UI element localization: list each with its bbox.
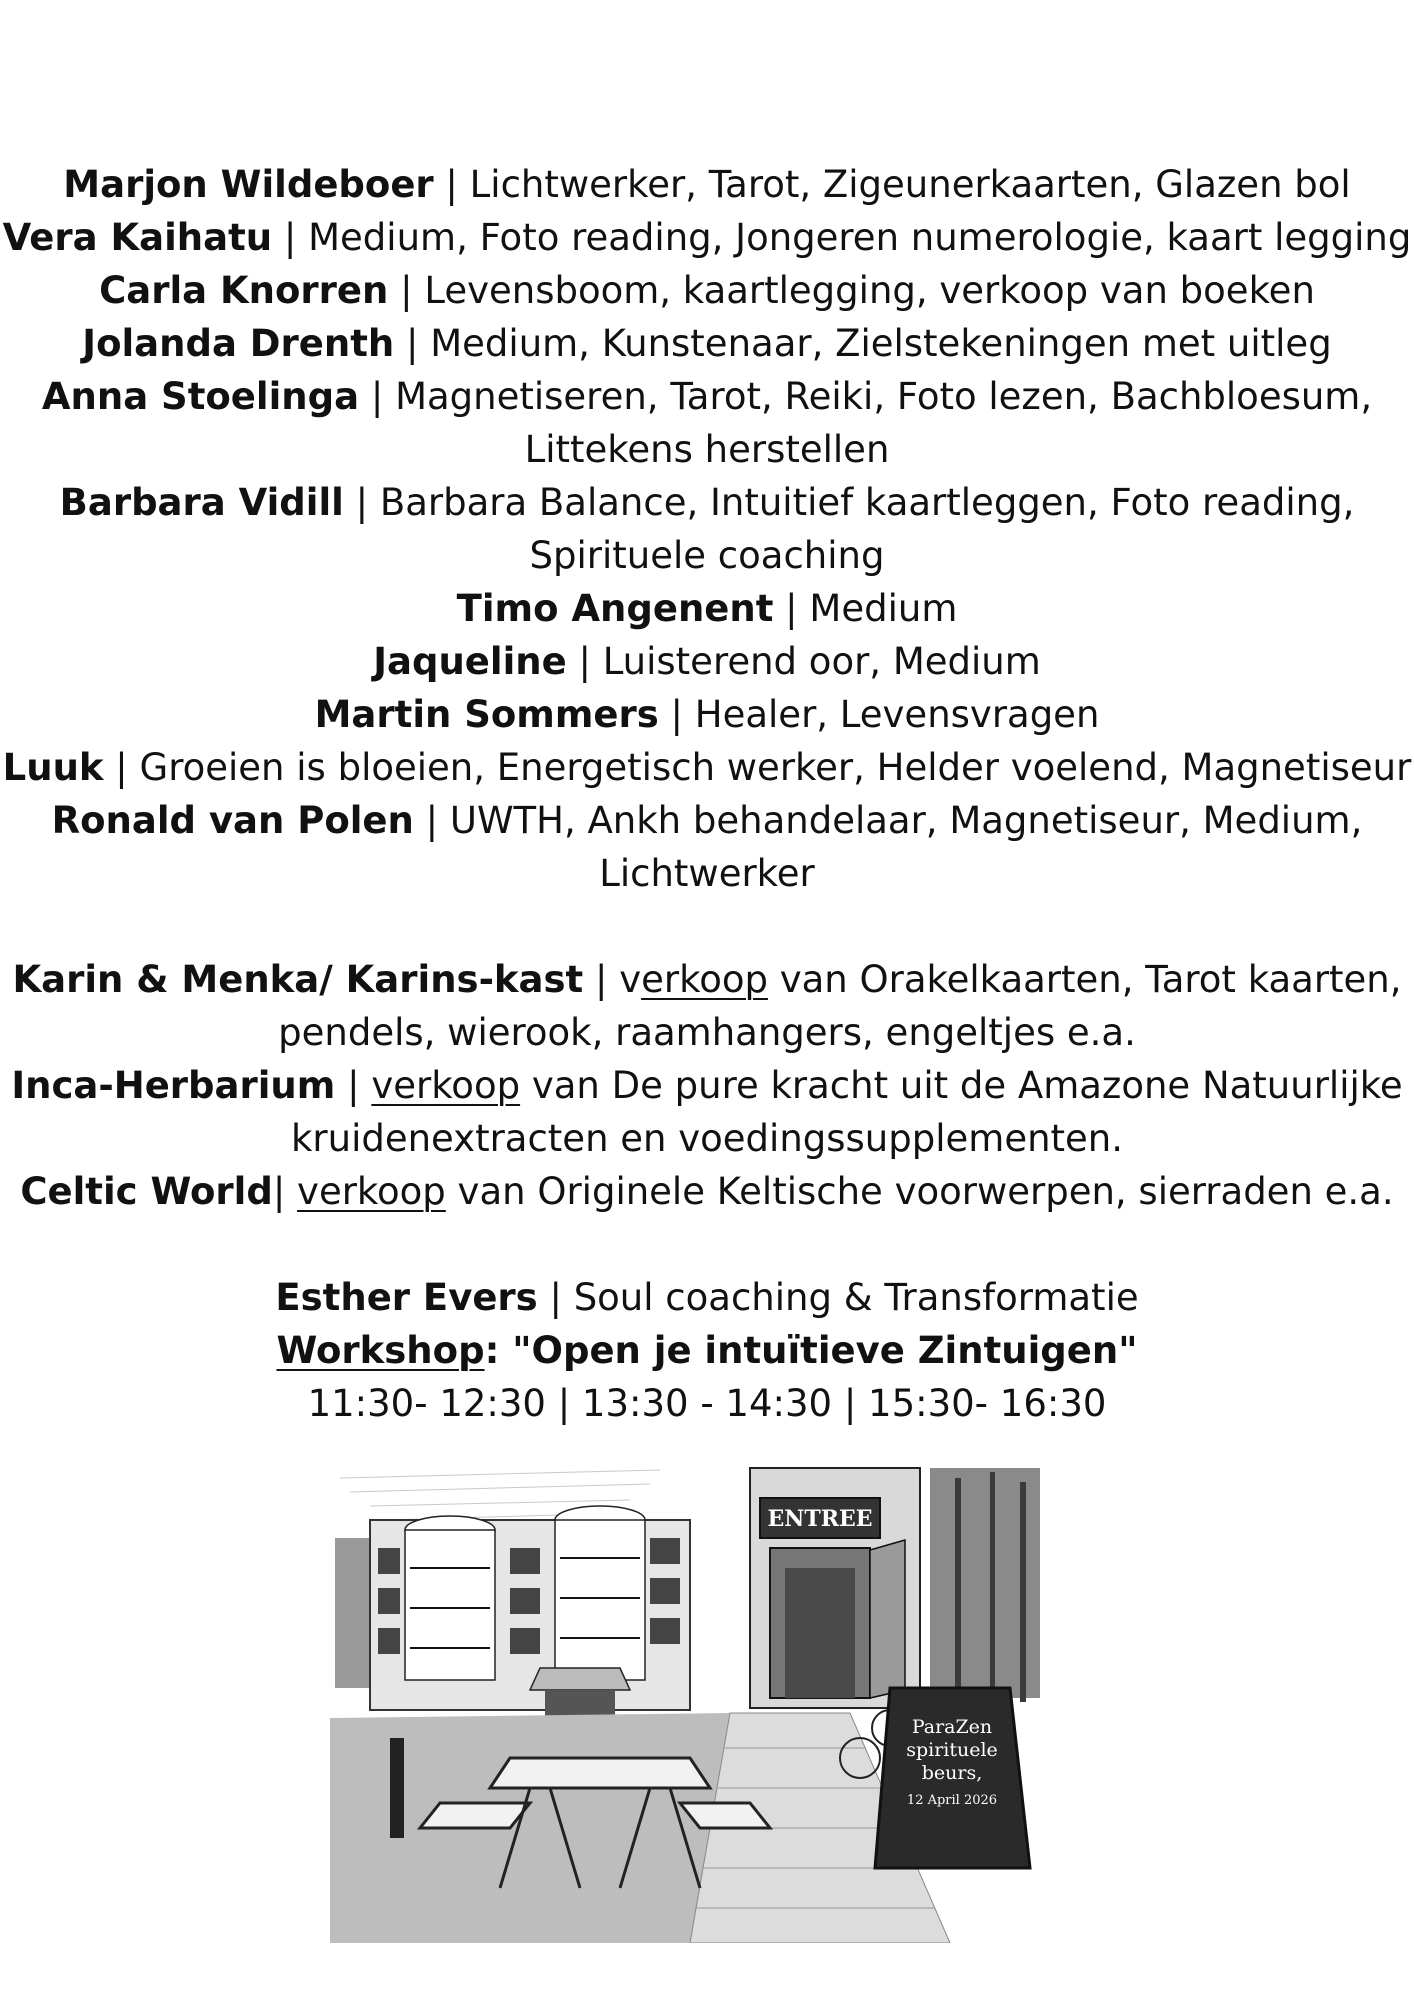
reader-name: Barbara Vidill	[59, 481, 344, 524]
workshop-label[interactable]: Workshop	[276, 1329, 485, 1372]
vendor-desc: van Originele Keltische voorwerpen, sierraden e.a.	[445, 1170, 1394, 1213]
reader-line-continued: Spirituele coaching	[529, 534, 885, 577]
vendor-line: Inca-Herbarium | verkoop van De pure kracht uit de Amazone Natuurlijke	[11, 1064, 1403, 1107]
reader-name: Luuk	[2, 746, 104, 789]
venue-illustration	[330, 1458, 1050, 1943]
entrance-sign-text: ENTREE	[767, 1506, 873, 1532]
reader-desc: UWTH, Ankh behandelaar, Magnetiseur, Medium,	[449, 799, 1363, 842]
vendor-line: Celtic World| verkoop van Originele Keltische voorwerpen, sierraden e.a.	[20, 1170, 1394, 1213]
board-line-2: spirituele	[906, 1739, 998, 1761]
reader-line: Anna Stoelinga | Magnetiseren, Tarot, Reiki, Foto lezen, Bachbloesum,	[41, 375, 1373, 418]
reader-desc: Lichtwerker, Tarot, Zigeunerkaarten, Glazen bol	[469, 163, 1351, 206]
reader-desc: Luisterend oor, Medium	[602, 640, 1041, 683]
reader-desc: Groeien is bloeien, Energetisch werker, Helder voelend, Magnetiseur	[139, 746, 1412, 789]
board-line-3: beurs,	[921, 1762, 983, 1784]
reader-line-continued: Littekens herstellen	[524, 428, 890, 471]
board-line-1: ParaZen	[911, 1716, 993, 1738]
reader-desc: Levensboom, kaartlegging, verkoop van boeken	[424, 269, 1315, 312]
reader-name: Vera Kaihatu	[2, 216, 273, 259]
verkoop-link[interactable]: verkoop	[371, 1064, 521, 1107]
reader-desc: Magnetiseren, Tarot, Reiki, Foto lezen, Bachbloesum,	[395, 375, 1373, 418]
reader-line: Vera Kaihatu | Medium, Foto reading, Jongeren numerologie, kaart legging	[2, 216, 1412, 259]
reader-line: Timo Angenent | Medium	[456, 587, 958, 630]
vendor-name: Celtic World	[20, 1170, 273, 1213]
verkoop-link[interactable]: erkoop	[641, 958, 768, 1001]
reader-desc: Medium, Foto reading, Jongeren numerologie, kaart legging	[308, 216, 1412, 259]
vendor-line-continued: kruidenextracten en voedingssupplementen.	[290, 1117, 1124, 1160]
workshop-times: 11:30- 12:30 | 13:30 - 14:30 | 15:30- 16:30	[307, 1382, 1107, 1425]
vendor-line: Karin & Menka/ Karins-kast | verkoop van Orakelkaarten, Tarot kaarten,	[12, 958, 1402, 1001]
bollard	[390, 1738, 404, 1838]
reader-line: Martin Sommers | Healer, Levensvragen	[314, 693, 1100, 736]
vendor-line-continued: pendels, wierook, raamhangers, engeltjes e.a.	[278, 1011, 1136, 1054]
vendor-desc: van De pure kracht uit de Amazone Natuurlijke	[520, 1064, 1403, 1107]
reader-name: Timo Angenent	[456, 587, 774, 630]
vendor-desc: van Orakelkaarten, Tarot kaarten,	[767, 958, 1402, 1001]
reader-line: Carla Knorren | Levensboom, kaartlegging, verkoop van boeken	[99, 269, 1315, 312]
reader-line: Luuk | Groeien is bloeien, Energetisch werker, Helder voelend, Magnetiseur	[2, 746, 1412, 789]
reader-desc: Healer, Levensvragen	[694, 693, 1100, 736]
spacer	[0, 1218, 1414, 1271]
apartment-building	[370, 1506, 690, 1726]
reader-name: Carla Knorren	[99, 269, 389, 312]
reader-name: Jolanda Drenth	[82, 322, 395, 365]
reader-line: Jolanda Drenth | Medium, Kunstenaar, Zielstekeningen met uitleg	[82, 322, 1332, 365]
reader-line: Marjon Wildeboer | Lichtwerker, Tarot, Zigeunerkaarten, Glazen bol	[63, 163, 1351, 206]
reader-name: Anna Stoelinga	[41, 375, 360, 418]
trees-right	[930, 1468, 1040, 1702]
verkoop-link[interactable]: verkoop	[297, 1170, 446, 1213]
entrance-building	[750, 1468, 920, 1708]
reader-name: Ronald van Polen	[51, 799, 414, 842]
vendor-name: Inca-Herbarium	[11, 1064, 336, 1107]
participants-list	[0, 158, 1414, 1430]
reader-desc: Medium	[809, 587, 958, 630]
reader-line: Barbara Vidill | Barbara Balance, Intuitief kaartleggen, Foto reading,	[59, 481, 1355, 524]
workshop-title-line	[0, 1324, 1414, 1377]
sandwich-board	[875, 1688, 1030, 1868]
reader-name: Martin Sommers	[314, 693, 659, 736]
reader-line: Jaqueline | Luisterend oor, Medium	[373, 640, 1041, 683]
reader-desc: Barbara Balance, Intuitief kaartleggen, Foto reading,	[379, 481, 1355, 524]
reader-desc: Medium, Kunstenaar, Zielstekeningen met uitleg	[430, 322, 1332, 365]
spacer	[0, 900, 1414, 953]
board-date: 12 April 2026	[906, 1793, 998, 1808]
vendor-name: Karin & Menka/ Karins-kast	[12, 958, 584, 1001]
workshop-host-line: Esther Evers | Soul coaching & Transformatie	[275, 1276, 1139, 1319]
reader-line: Ronald van Polen | UWTH, Ankh behandelaar, Magnetiseur, Medium,	[51, 799, 1363, 842]
reader-name: Marjon Wildeboer	[63, 163, 434, 206]
workshop-host-name: Esther Evers	[275, 1276, 538, 1319]
reader-name: Jaqueline	[373, 640, 567, 683]
workshop-host-desc: Soul coaching & Transformatie	[573, 1276, 1139, 1319]
reader-line-continued: Lichtwerker	[599, 852, 815, 895]
workshop-title: : "Open je intuïtieve Zintuigen"	[484, 1329, 1138, 1372]
